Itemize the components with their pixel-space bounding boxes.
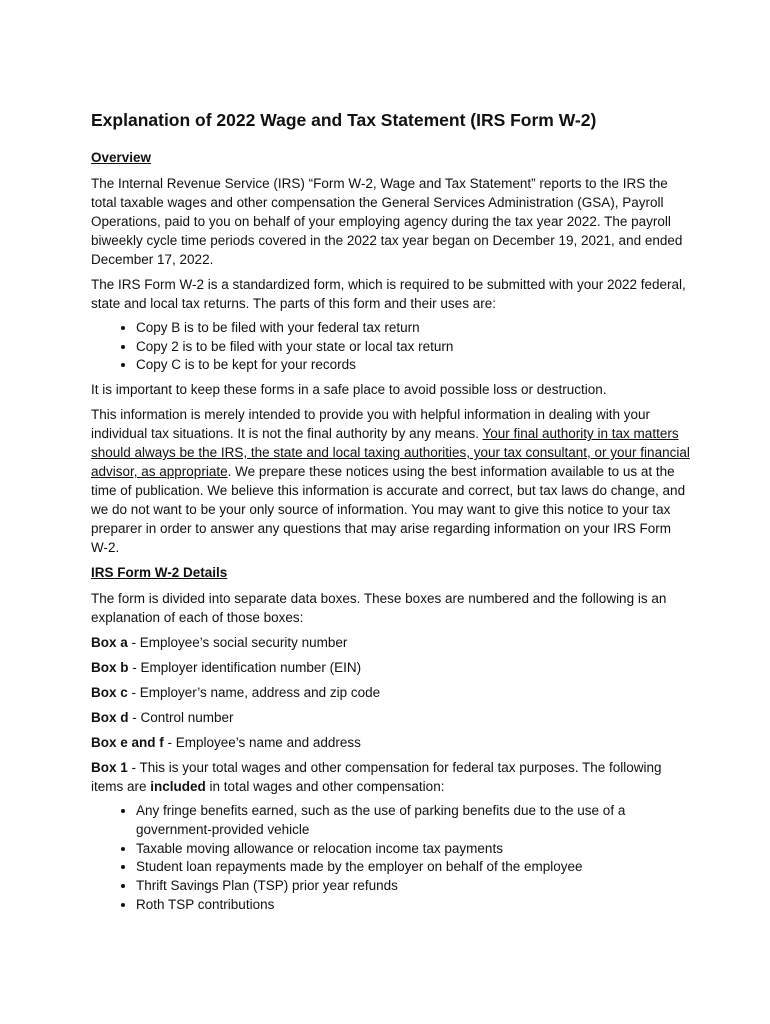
copies-list: [91, 319, 691, 375]
box-e-f-line: [91, 733, 691, 752]
list-item: • Roth TSP contributions: [136, 896, 691, 915]
box-1-items-list: [91, 802, 691, 914]
list-item: • Taxable moving allowance or relocation income tax payments: [136, 840, 691, 859]
included-word: included: [150, 779, 206, 795]
list-item: • Any fringe benefits earned, such as the use of parking benefits due to the use of a government-provided vehicle: [136, 802, 691, 839]
list-item: • Student loan repayments made by the employer on behalf of the employee: [136, 858, 691, 877]
final-authority-note: Your final authority in tax matters should always be the IRS, the state and local taxing authorities, your tax consultant, or your financial advisor, as appropriate: [91, 426, 690, 480]
box-description: - Employee’s social security number: [127, 635, 348, 651]
overview-paragraph-2: The IRS Form W-2 is a standardized form, which is required to be submitted with your 2022 federal, state and local tax returns. The parts of this form and their uses are:: [91, 277, 686, 311]
overview-paragraph-1: The Internal Revenue Service (IRS) “Form W-2, Wage and Tax Statement” reports to the IRS the total taxable wages and other compensation the General Services Administration (GSA), Payroll Operations, paid to you on behalf of your employing agency during the tax year 2022. The payroll biweekly cycle time periods covered in the 2022 tax year began on December 19, 2021, and ended December 17, 2022.: [91, 176, 683, 267]
box-d-line: [91, 708, 691, 727]
details-intro: The form is divided into separate data boxes. These boxes are numbered and the following is an explanation of each of those boxes:: [91, 591, 667, 626]
list-item: • Thrift Savings Plan (TSP) prior year refunds: [136, 877, 691, 896]
page-title: Explanation of 2022 Wage and Tax Statement (IRS Form W-2): [91, 110, 597, 130]
paragraph-4-end: . We prepare these notices using the best information available to us at the time of publication. We believe this information is accurate and correct, but tax laws do change, and we do not want to be your only source of information. You may want to give this notice to your tax preparer in order to answer any questions that may arise regarding information on your IRS Form W-2.: [91, 464, 686, 556]
box-label: Box a: [91, 635, 128, 651]
box-label: Box e and f: [91, 735, 164, 751]
box-description: - Control number: [128, 710, 234, 726]
box-description-end: in total wages and other compensation:: [205, 779, 445, 795]
box-label: Box b: [91, 660, 129, 676]
box-label: Box c: [91, 685, 128, 701]
box-description: - This is your total wages and other compensation for federal tax purposes. The following items are: [91, 760, 662, 795]
box-description: - Employee’s name and address: [163, 735, 361, 751]
box-description: - Employer identification number (EIN): [128, 660, 362, 676]
list-item: • Copy 2 is to be filed with your state or local tax return: [136, 338, 691, 357]
box-description: - Employer’s name, address and zip code: [127, 685, 381, 701]
box-label: Box d: [91, 710, 129, 726]
paragraph-4-start: This information is merely intended to provide you with helpful information in dealing with your individual tax situations. It is not the final authority by any means.: [91, 407, 651, 442]
box-label: Box 1: [91, 760, 128, 776]
list-item: • Copy B is to be filed with your federal tax return: [136, 319, 691, 338]
overview-paragraph-3: It is important to keep these forms in a safe place to avoid possible loss or destruction.: [91, 382, 607, 398]
box-1-line: [91, 758, 691, 796]
details-heading: IRS Form W-2 Details: [91, 565, 228, 581]
overview-heading: Overview: [91, 150, 152, 165]
list-item: • Copy C is to be kept for your records: [136, 356, 691, 375]
box-c-line: [91, 683, 691, 702]
document-page: [91, 108, 691, 919]
box-a-line: [91, 633, 691, 652]
box-b-line: [91, 658, 691, 677]
overview-paragraph-4: [91, 405, 691, 557]
